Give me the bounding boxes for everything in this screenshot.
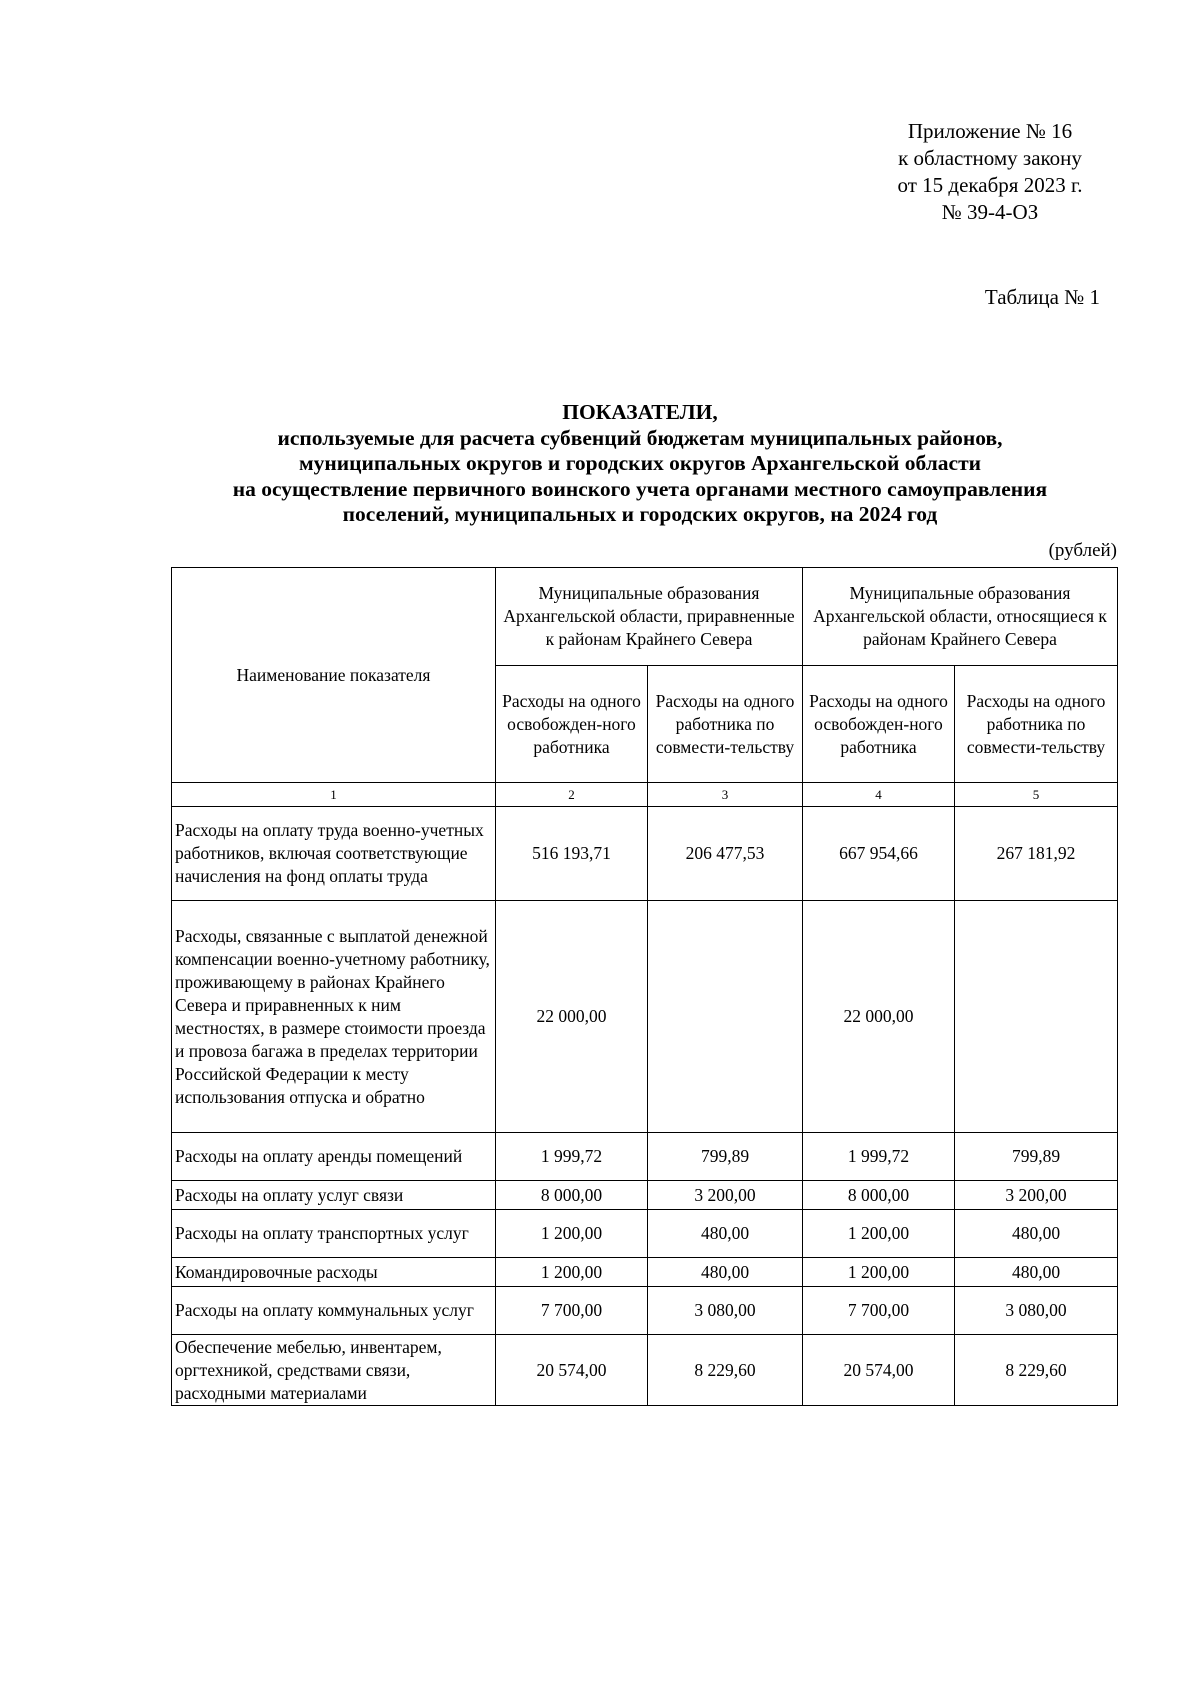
- row-value: 8 229,60: [955, 1335, 1118, 1406]
- appendix-reference: [860, 118, 1120, 226]
- table-row: [172, 1287, 1118, 1335]
- appendix-line: к областному закону: [898, 146, 1082, 170]
- header-group-far-north: Муниципальные образования Архангельской области, относящиеся к районам Крайнего Севера: [803, 568, 1118, 666]
- row-value: 1 999,72: [803, 1133, 955, 1181]
- row-value: [648, 901, 803, 1133]
- column-number: 2: [496, 783, 648, 807]
- header-sub-part-time-1: Расходы на одного работника по совмести-тельству: [648, 666, 803, 783]
- row-value: 3 080,00: [648, 1287, 803, 1335]
- row-value: 8 000,00: [496, 1181, 648, 1210]
- title-line: на осуществление первичного воинского учета органами местного самоуправления: [232, 476, 1048, 501]
- row-name: Расходы на оплату транспортных услуг: [172, 1210, 496, 1258]
- row-value: 20 574,00: [496, 1335, 648, 1406]
- header-sub-full-time-1: Расходы на одного освобожден-ного работника: [496, 666, 648, 783]
- row-value: 1 200,00: [803, 1258, 955, 1287]
- column-number: 1: [172, 783, 496, 807]
- row-value: 1 200,00: [803, 1210, 955, 1258]
- row-name: Расходы на оплату труда военно-учетных работников, включая соответствующие начисления на фонд оплаты труда: [172, 807, 496, 901]
- units-label: (рублей): [1048, 540, 1117, 561]
- row-value: 480,00: [955, 1210, 1118, 1258]
- row-value: 480,00: [648, 1210, 803, 1258]
- row-value: 8 229,60: [648, 1335, 803, 1406]
- column-number: 3: [648, 783, 803, 807]
- row-value: 7 700,00: [496, 1287, 648, 1335]
- row-value: 20 574,00: [803, 1335, 955, 1406]
- row-value: 22 000,00: [496, 901, 648, 1133]
- row-value: 480,00: [648, 1258, 803, 1287]
- row-value: 799,89: [648, 1133, 803, 1181]
- document-title: [150, 400, 1130, 528]
- column-number: 4: [803, 783, 955, 807]
- table-number: Таблица № 1: [984, 285, 1100, 309]
- row-value: 1 999,72: [496, 1133, 648, 1181]
- title-line: ПОКАЗАТЕЛИ,: [562, 400, 718, 424]
- table-row: [172, 807, 1118, 901]
- row-name: Командировочные расходы: [172, 1258, 496, 1287]
- row-name: Расходы на оплату аренды помещений: [172, 1133, 496, 1181]
- indicators-table: [171, 567, 1118, 1406]
- table-row: [172, 1133, 1118, 1181]
- row-value: 206 477,53: [648, 807, 803, 901]
- row-name: Обеспечение мебелью, инвентарем, оргтехникой, средствами связи, расходными материалами: [172, 1335, 496, 1406]
- row-value: 7 700,00: [803, 1287, 955, 1335]
- header-group-equated-far-north: Муниципальные образования Архангельской области, приравненные к районам Крайнего Севера: [496, 568, 803, 666]
- title-line: используемые для расчета субвенций бюджетам муниципальных районов,: [277, 425, 1003, 450]
- row-name: Расходы, связанные с выплатой денежной компенсации военно-учетному работнику, проживающему в районах Крайнего Севера и приравненных к ним местностях, в размере стоимости проезда и провоза багажа в пределах территории Российской Федерации к месту использования отпуска и обратно: [172, 901, 496, 1133]
- table-row: [172, 1210, 1118, 1258]
- table-row: [172, 1181, 1118, 1210]
- appendix-line: от 15 декабря 2023 г.: [897, 173, 1083, 197]
- row-value: 667 954,66: [803, 807, 955, 901]
- row-value: 1 200,00: [496, 1258, 648, 1287]
- row-value: 8 000,00: [803, 1181, 955, 1210]
- row-value: 480,00: [955, 1258, 1118, 1287]
- title-line: муниципальных округов и городских округов Архангельской области: [298, 451, 982, 475]
- row-value: 799,89: [955, 1133, 1118, 1181]
- row-value: 3 080,00: [955, 1287, 1118, 1335]
- table-row: [172, 1258, 1118, 1287]
- title-line: поселений, муниципальных и городских округов, на 2024 год: [342, 502, 938, 526]
- row-value: 267 181,92: [955, 807, 1118, 901]
- table-row: [172, 901, 1118, 1133]
- row-value: 3 200,00: [648, 1181, 803, 1210]
- row-name: Расходы на оплату услуг связи: [172, 1181, 496, 1210]
- header-sub-full-time-2: Расходы на одного освобожден-ного работника: [803, 666, 955, 783]
- row-value: 516 193,71: [496, 807, 648, 901]
- row-value: 3 200,00: [955, 1181, 1118, 1210]
- row-value: 22 000,00: [803, 901, 955, 1133]
- row-value: [955, 901, 1118, 1133]
- row-value: 1 200,00: [496, 1210, 648, 1258]
- appendix-line: Приложение № 16: [907, 119, 1073, 143]
- appendix-line: № 39-4-ОЗ: [941, 200, 1039, 224]
- header-name-column: Наименование показателя: [172, 568, 496, 783]
- column-number: 5: [955, 783, 1118, 807]
- header-sub-part-time-2: Расходы на одного работника по совмести-тельству: [955, 666, 1118, 783]
- table-row: [172, 1335, 1118, 1406]
- row-name: Расходы на оплату коммунальных услуг: [172, 1287, 496, 1335]
